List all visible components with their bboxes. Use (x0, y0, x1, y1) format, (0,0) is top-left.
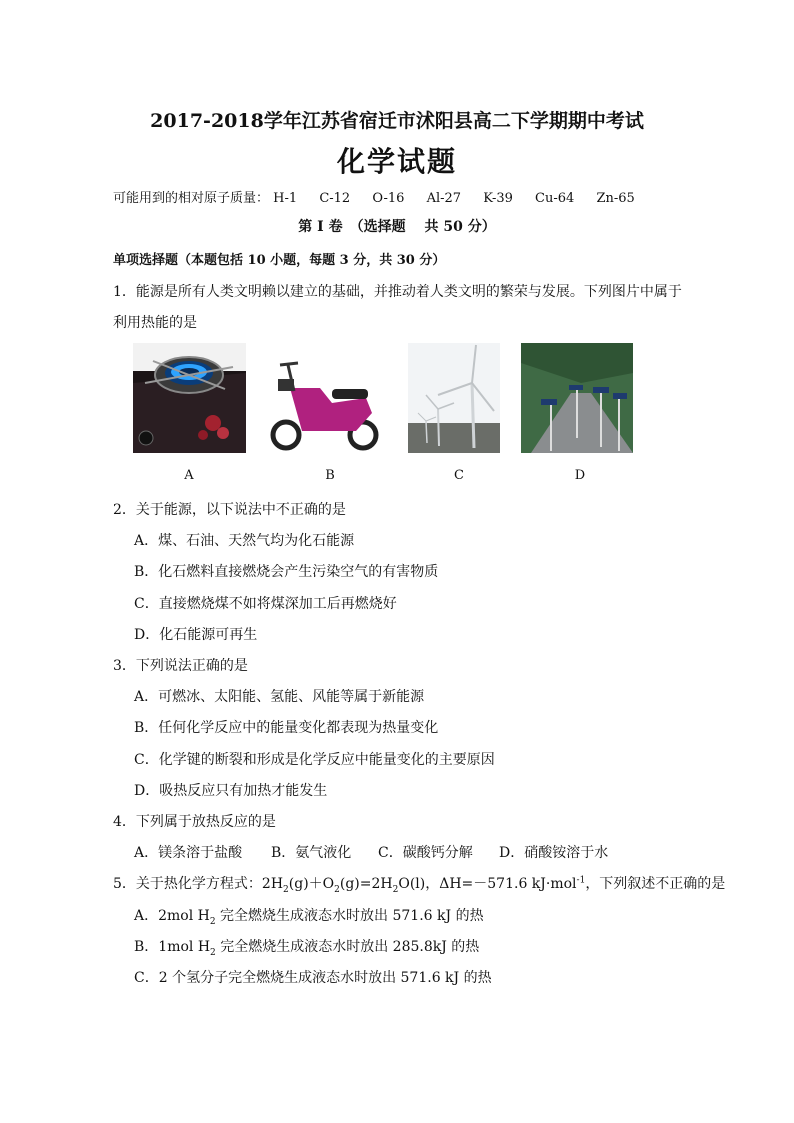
wind-turbine-image (408, 343, 500, 453)
volume-heading: 第 Ⅰ 卷 （选择题 共 50 分） (298, 219, 496, 235)
image-label-b: B (325, 468, 335, 483)
question-1-line-2: 利用热能的是 (113, 315, 197, 331)
solar-street-light-image (521, 343, 633, 453)
question-5-option-c: C．2 个氢分子完全燃烧生成液态水时放出 571.6 kJ 的热 (134, 970, 492, 986)
question-2-option-b: B．化石燃料直接燃烧会产生污染空气的有害物质 (134, 564, 439, 580)
question-3-option-a: A．可燃冰、太阳能、氢能、风能等属于新能源 (134, 689, 425, 705)
atomic-masses-label: 可能用到的相对原子质量： (113, 191, 270, 206)
image-label-d: D (574, 468, 586, 483)
atomic-mass-item: Cu-64 (535, 191, 575, 206)
question-4-option-d: D．硝酸铵溶于水 (499, 845, 609, 861)
section-heading: 单项选择题（本题包括 10 小题，每题 3 分，共 30 分） (113, 253, 446, 268)
atomic-mass-item: Zn-65 (596, 191, 635, 206)
atomic-mass-item: O-16 (372, 191, 405, 206)
image-label-a: A (184, 468, 194, 483)
atomic-mass-item: K-39 (483, 191, 513, 206)
question-3-option-c: C．化学键的断裂和形成是化学反应中能量变化的主要原因 (134, 752, 495, 768)
question-3-option-d: D．吸热反应只有加热才能发生 (134, 783, 328, 799)
gas-stove-image (133, 343, 246, 453)
image-label-c: C (454, 468, 464, 483)
atomic-mass-item: H-1 (273, 191, 298, 206)
atomic-mass-item: Al-27 (426, 191, 462, 206)
exam-title: 2017-2018学年江苏省宿迁市沭阳县高二下学期期中考试 (150, 110, 644, 132)
question-5-option-a: A．2mol $H_2$ 完全燃烧生成液态水时放出 571.6 kJ 的热 (134, 908, 484, 927)
question-1-line-1: 1．能源是所有人类文明赖以建立的基础，并推动着人类文明的繁荣与发展。下列图片中属于 (113, 284, 682, 300)
electric-scooter-image (270, 343, 385, 453)
question-4-option-a: A．镁条溶于盐酸 (134, 845, 243, 861)
question-2-option-c: C．直接燃烧煤不如将煤深加工后再燃烧好 (134, 596, 397, 612)
question-4-option-c: C．碳酸钙分解 (378, 845, 473, 861)
question-4-stem: 4．下列属于放热反应的是 (113, 814, 276, 830)
atomic-mass-item: C-12 (319, 191, 351, 206)
question-3-option-b: B．任何化学反应中的能量变化都表现为热量变化 (134, 720, 439, 736)
question-5-stem: 5．关于热化学方程式：$2H_2(g)+O_2(g)=2H_2O(l)$，ΔH=－571.6 kJ·mol$^{-1}$，下列叙述不正确的是 (113, 875, 726, 895)
question-4-option-b: B．氨气液化 (271, 845, 352, 861)
question-3-stem: 3．下列说法正确的是 (113, 658, 248, 674)
exam-subtitle: 化学试题 (336, 145, 457, 178)
atomic-masses (113, 187, 653, 206)
question-2-stem: 2．关于能源，以下说法中不正确的是 (113, 502, 346, 518)
question-5-option-b: B．1mol $H_2$ 完全燃烧生成液态水时放出 285.8kJ 的热 (134, 939, 480, 958)
question-2-option-a: A．煤、石油、天然气均为化石能源 (134, 533, 355, 549)
question-2-option-d: D．化石能源可再生 (134, 627, 258, 643)
